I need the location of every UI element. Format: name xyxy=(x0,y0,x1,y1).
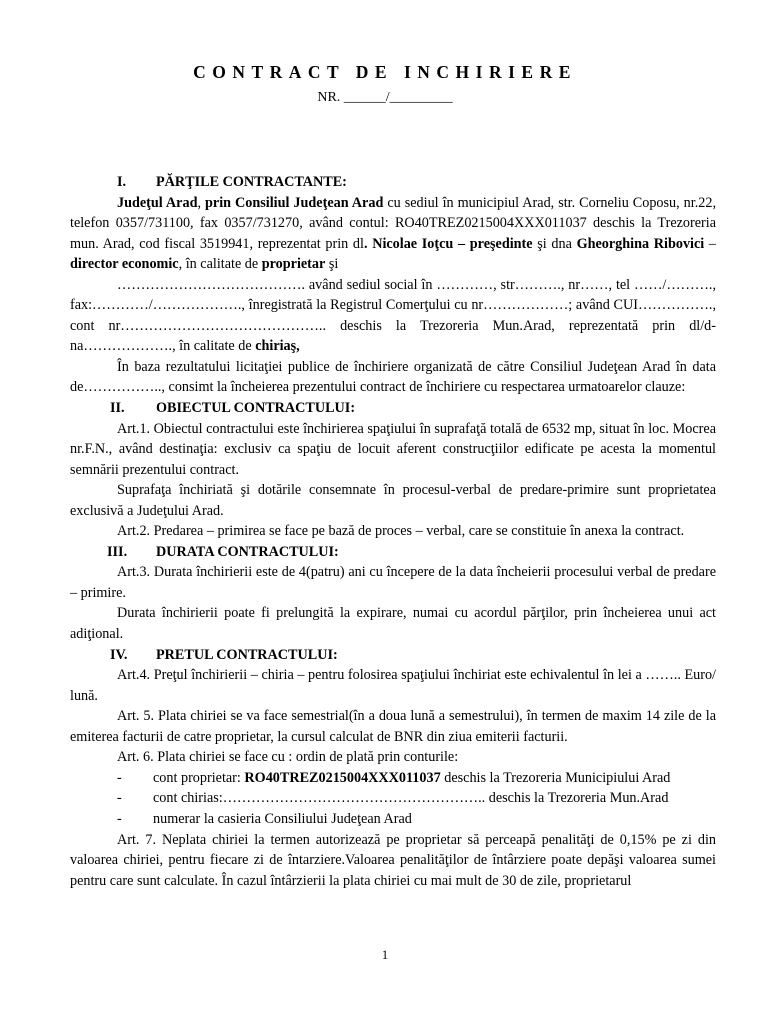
article-3-paragraph-2: Durata închirierii poate fi prelungită la expirare, numai cu acordul părţilor, prin încheierea unui act adiţional. xyxy=(70,605,716,643)
article-2: Art.2. Predarea – primirea se face pe bază de proces – verbal, care se constituie în anexa la contract. xyxy=(117,523,685,540)
section-heading-duration: III. DURATA CONTRACTULUI: xyxy=(107,543,339,560)
article-5: Art. 5. Plata chiriei se va face semestrial(în a doua lună a semestrului), în termen de maxim 14 zile de la emiterea facturii de catre proprietar, la cursul calculat de BNR din ziua emiterii facturii. xyxy=(70,708,716,745)
article-6: Art. 6. Plata chiriei se face cu : ordin de plată prin conturile: xyxy=(117,749,459,766)
article-7: Art. 7. Neplata chiriei la termen autorizează pe proprietar să perceapă penalităţi de 0,15% pe zi din valoarea chiriei, pentru fiecare zi de întarziere.Valoarea penalităţilor de întârziere poate depăşi valoarea sumei pentru care sunt calculate. În cazul întârzierii la plata chiriei cu mai mult de 30 de zile, proprietarul xyxy=(70,831,716,889)
list-item: - cont chirias:……………………………………………….. deschis la Trezoreria Mun.Arad xyxy=(117,790,669,807)
paragraph-owner: Judeţul Arad, prin Consiliul Judeţean Arad cu sediul în municipiul Arad, str. Corneliu Coposu, nr.22, telefon 0357/731100, fax 0357/731270, având contul: RO40TREZ0215004XXX011037 deschis la Trezoreria mun. Arad, cod fiscal 3519941, reprezentat prin dl. Nicolae Ioţcu – preşedinte şi dna Gheorghina Ribovici – director economic, în calitate de proprietar şi xyxy=(70,194,716,273)
article-3: Art.3. Durata închirierii este de 4(patru) ani cu începere de la data încheierii procesului verbal de predare – primire. xyxy=(70,564,716,601)
section-heading-price: IV. PRETUL CONTRACTULUI: xyxy=(110,646,338,663)
document-title: CONTRACT DE INCHIRIERE xyxy=(193,62,577,82)
article-1: Art.1. Obiectul contractului este închirierea spaţiului în suprafaţă totală de 6532 mp, situat în loc. Mocrea nr.F.N., având destinaţia: exclusiv ca spaţiu de locuit aferent construcţiilor edificate pe acesta la momentul semnării prezentului contract. xyxy=(70,420,716,478)
document-body xyxy=(70,172,716,891)
section-heading-parties: I. PĂRŢILE CONTRACTANTE: xyxy=(117,174,347,190)
section-heading-object: II. OBIECTUL CONTRACTULUI: xyxy=(110,400,356,417)
article-4: Art.4. Preţul închirierii – chiria – pentru folosirea spaţiului închiriat este echivalentul în lei a …….. Euro/ lună. xyxy=(70,667,716,704)
paragraph-auction: În baza rezultatului licitaţiei publice de închiriere organizată de către Consiliul Judeţean Arad în data de…………….., consimt la încheierea prezentului contract de închiriere cu respectarea urmatoarelor clauze: xyxy=(70,358,716,396)
article-1-paragraph-2: Suprafaţa închiriată şi dotările consemnate în procesul-verbal de predare-primire sunt proprietatea exclusivă a Judeţului Arad. xyxy=(70,482,716,519)
contract-number-line: NR. ______/_________ xyxy=(317,90,453,105)
list-item: - cont proprietar: RO40TREZ0215004XXX011037 deschis la Trezoreria Municipiului Arad xyxy=(117,769,671,786)
page-number: 1 xyxy=(381,948,389,962)
paragraph-tenant: …………………………………. având sediul social în …………, str………., nr……, tel ……/………., fax:…………/………………., înregistrată la Registrul Comerţului cu nr………………; având CUI……………., cont nr…………………………………….. deschis la Trezoreria Mun.Arad, reprezentată prin dl/d-na………………., în calitate de chiriaş, xyxy=(70,276,716,355)
list-item: - numerar la casieria Consiliului Judeţean Arad xyxy=(117,810,412,827)
